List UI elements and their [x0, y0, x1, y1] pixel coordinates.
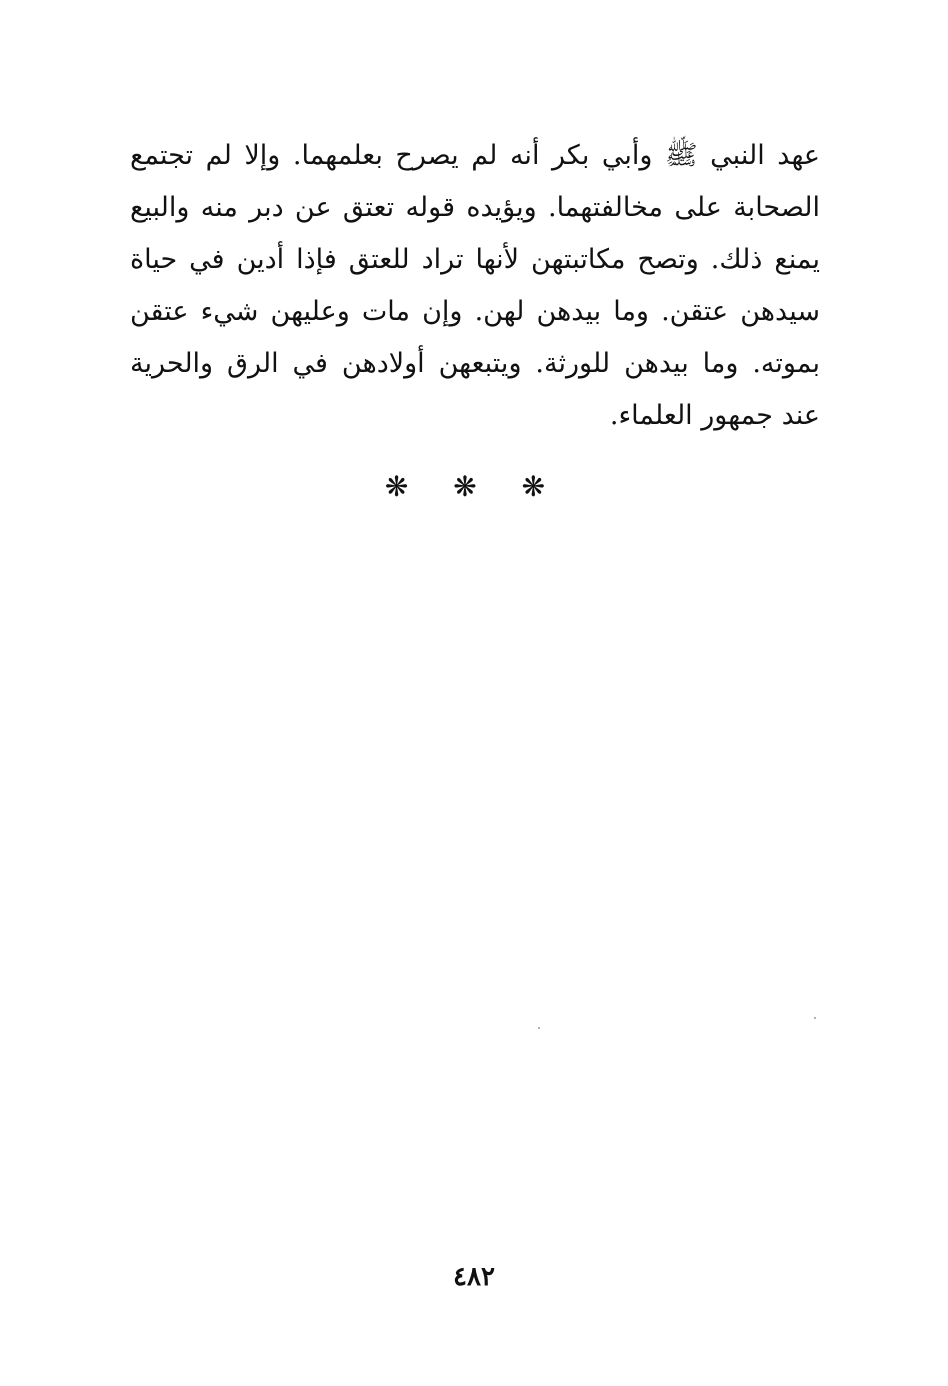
- section-separator: ❋ ❋ ❋: [384, 470, 564, 503]
- text-line: عند جمهور العلماء.: [609, 400, 820, 431]
- text-line: يمنع ذلك. وتصح مكاتبتهن لأنها تراد للعتق فإذا أدين في حياة: [130, 244, 820, 275]
- text-line: عهد النبي ﷺ وأبي بكر أنه لم يصرح بعلمهما. وإلا لم تجتمع: [130, 140, 820, 171]
- page-number: ٤٨٢: [453, 1262, 495, 1292]
- text-line: بموته. وما بيدهن للورثة. ويتبعهن أولادهن في الرق والحرية: [130, 348, 820, 379]
- body-paragraph: [130, 130, 820, 442]
- scan-speck: [814, 1017, 816, 1019]
- text-line: الصحابة على مخالفتهما. ويؤيده قوله تعتق عن دبر منه والبيع: [130, 192, 820, 223]
- text-line: سيدهن عتقن. وما بيدهن لهن. وإن مات وعليهن شيء عتقن: [130, 296, 820, 327]
- scan-speck: [538, 1027, 540, 1029]
